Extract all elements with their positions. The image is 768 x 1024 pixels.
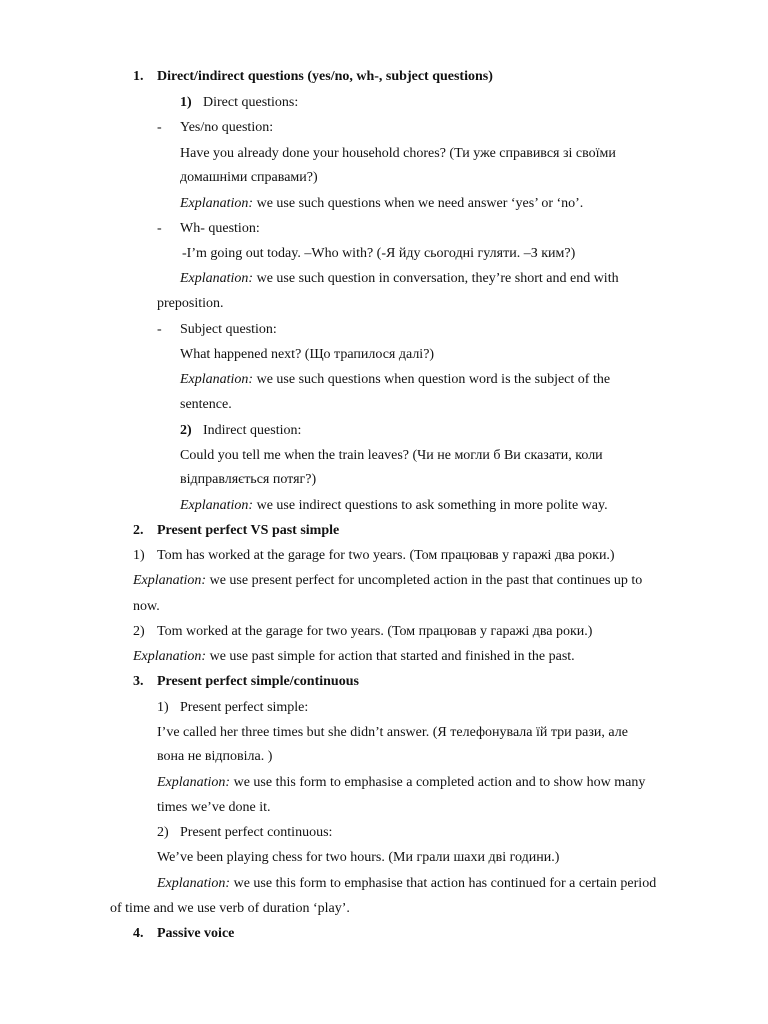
- explanation-text: we use present perfect for uncompleted action in the past that continues up to: [206, 573, 643, 588]
- explanation-text: we use such questions when question word is the subject of the: [253, 372, 611, 387]
- section-4-number: 4.: [133, 926, 144, 941]
- s3-item-1-label: Present perfect simple:: [180, 700, 309, 715]
- indirect-question-number: 2): [180, 423, 192, 438]
- wh-dash: -: [157, 221, 162, 236]
- section-1-heading: Direct/indirect questions (yes/no, wh-, subject questions): [157, 69, 493, 84]
- subject-example: What happened next? (Що трапилося далі?): [180, 347, 435, 362]
- s2-item-2-text: Tom worked at the garage for two years. (Том працював у гаражі два роки.): [157, 624, 593, 639]
- yesno-label: Yes/no question:: [180, 120, 274, 135]
- explanation-label: Explanation:: [133, 649, 207, 664]
- section-2-heading: Present perfect VS past simple: [157, 523, 340, 538]
- s3-item-2-example: We’ve been playing chess for two hours. (Ми грали шахи дві години.): [157, 850, 560, 865]
- subject-label: Subject question:: [180, 322, 277, 337]
- explanation-text: we use this form to emphasise that action has continued for a certain period: [230, 876, 657, 891]
- section-3-number: 3.: [133, 674, 144, 689]
- s3-item-1-explanation-continued: times we’ve done it.: [157, 800, 271, 815]
- indirect-example-line-1: Could you tell me when the train leaves? (Чи не могли б Ви сказати, коли: [180, 448, 603, 463]
- explanation-text: we use such question in conversation, they’re short and end with: [253, 271, 619, 286]
- direct-questions-number: 1): [180, 95, 192, 110]
- wh-label: Wh- question:: [180, 221, 260, 236]
- s2-item-2-explanation: [133, 649, 575, 665]
- s3-item-2-number: 2): [157, 825, 169, 840]
- section-3-heading: Present perfect simple/continuous: [157, 674, 359, 689]
- s3-item-1-explanation: [157, 775, 645, 791]
- explanation-label: Explanation:: [180, 498, 254, 513]
- section-2-number: 2.: [133, 523, 144, 538]
- s3-item-2-label: Present perfect continuous:: [180, 825, 333, 840]
- yesno-dash: -: [157, 120, 162, 135]
- s3-item-1-example-line-2: вона не відповіла. ): [157, 749, 273, 764]
- wh-explanation: [180, 271, 619, 287]
- subject-dash: -: [157, 322, 162, 337]
- yesno-example-line-2: домашніми справами?): [180, 170, 318, 185]
- indirect-question-label: Indirect question:: [203, 423, 302, 438]
- explanation-label: Explanation:: [180, 196, 254, 211]
- s2-item-2-number: 2): [133, 624, 145, 639]
- explanation-label: Explanation:: [157, 775, 231, 790]
- explanation-text: we use past simple for action that started and finished in the past.: [206, 649, 575, 664]
- indirect-explanation: [180, 498, 608, 514]
- explanation-label: Explanation:: [157, 876, 231, 891]
- s3-item-2-explanation: [157, 876, 656, 892]
- indirect-example-line-2: відправляється потяг?): [180, 472, 317, 487]
- s2-item-1-text: Tom has worked at the garage for two years. (Том працював у гаражі два роки.): [157, 548, 615, 563]
- explanation-label: Explanation:: [180, 372, 254, 387]
- s2-item-1-number: 1): [133, 548, 145, 563]
- yesno-example-line-1: Have you already done your household chores? (Ти уже справився зі своїми: [180, 146, 616, 161]
- section-4-heading: Passive voice: [157, 926, 235, 941]
- yesno-explanation: [180, 196, 583, 212]
- explanation-text: we use such questions when we need answer ‘yes’ or ‘no’.: [253, 196, 584, 211]
- s2-item-1-explanation: [133, 573, 642, 589]
- subject-explanation-continued: sentence.: [180, 397, 232, 412]
- section-1-number: 1.: [133, 69, 144, 84]
- wh-example: -I’m going out today. –Who with? (-Я йду сьогодні гуляти. –З ким?): [182, 246, 576, 261]
- s3-item-1-number: 1): [157, 700, 169, 715]
- wh-explanation-continued: preposition.: [157, 296, 224, 311]
- explanation-text: we use indirect questions to ask something in more polite way.: [253, 498, 608, 513]
- subject-explanation: [180, 372, 610, 388]
- explanation-text: we use this form to emphasise a completed action and to show how many: [230, 775, 646, 790]
- explanation-label: Explanation:: [180, 271, 254, 286]
- s3-item-2-explanation-continued: of time and we use verb of duration ‘play’.: [110, 901, 350, 916]
- s2-item-1-explanation-continued: now.: [133, 599, 160, 614]
- direct-questions-label: Direct questions:: [203, 95, 299, 110]
- s3-item-1-example-line-1: I’ve called her three times but she didn’t answer. (Я телефонувала їй три рази, але: [157, 725, 628, 740]
- explanation-label: Explanation:: [133, 573, 207, 588]
